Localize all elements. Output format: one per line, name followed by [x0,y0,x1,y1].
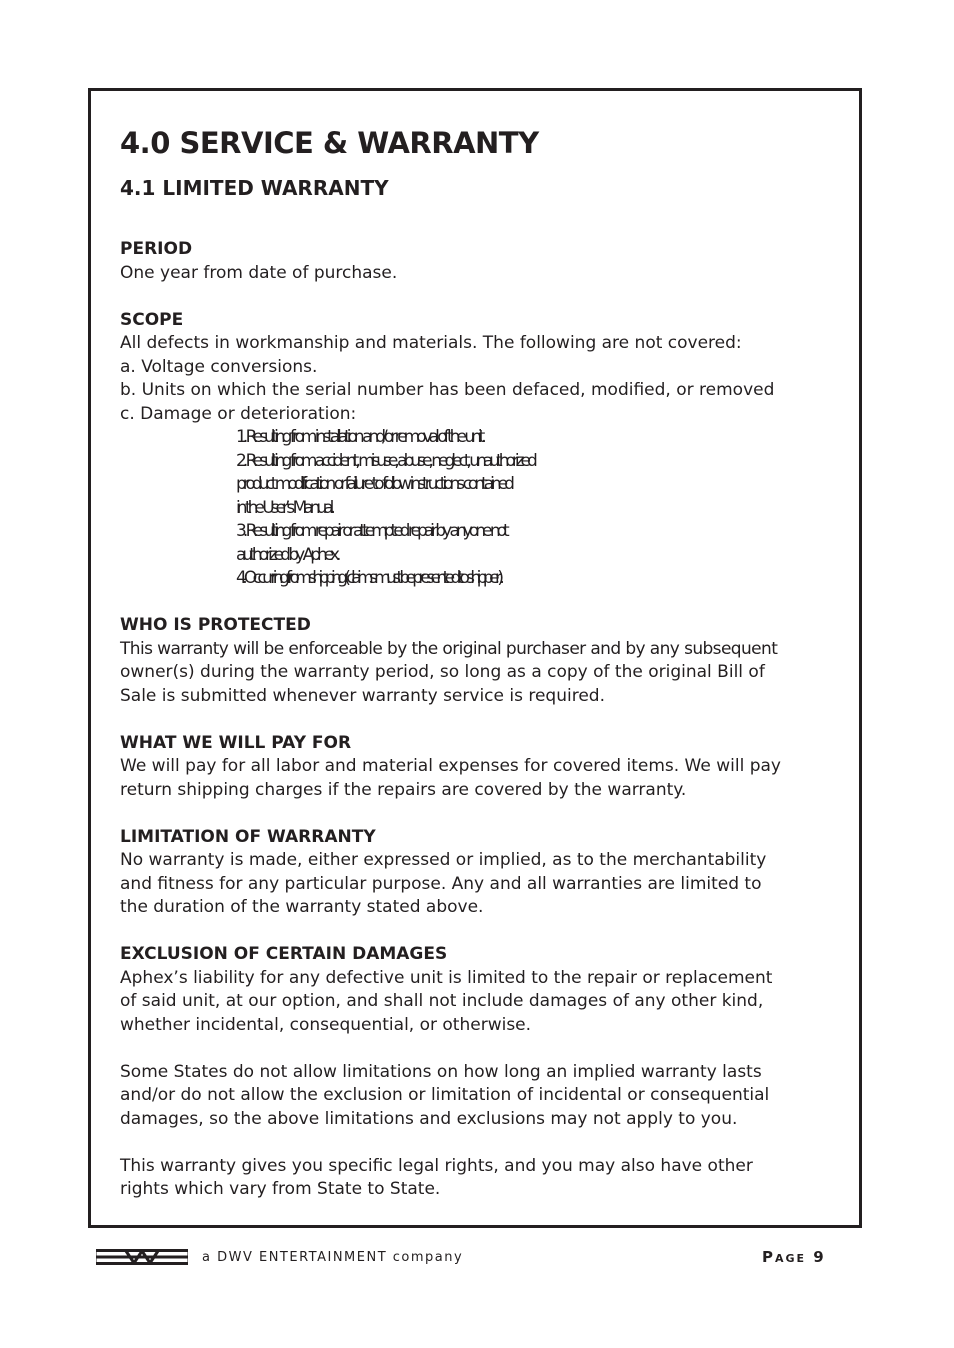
body-line: owner(s) during the warranty period, so long as a copy of the original Bill of [120,662,765,682]
body-line: rights which vary from State to State. [120,1179,441,1199]
body-line: a. Voltage conversions. [120,356,318,377]
body-line: All defects in workmanship and materials. The following are not covered: [120,333,742,353]
section-heading: WHO IS PROTECTED [120,615,311,635]
section-heading: WHAT WE WILL PAY FOR [120,732,352,753]
body-line: This warranty gives you specific legal rights, and you may also have other [120,1155,753,1176]
section-period [120,238,830,285]
body-line: This warranty will be enforceable by the original purchaser and by any subsequent [120,638,778,659]
section-heading: PERIOD [120,239,193,259]
body-line: c. Damage or deterioration: [120,403,357,424]
section-heading: LIMITATION OF WARRANTY [120,826,376,847]
sub-line: authorized by Aphex. [236,544,338,565]
body-line: damages, so the above limitations and exclusions may not apply to you. [120,1108,738,1129]
section-states [120,1061,830,1132]
section-exclusion [120,943,830,1037]
body-line: We will pay for all labor and material expenses for covered items. We will pay [120,756,781,776]
body-line: return shipping charges if the repairs are covered by the warranty. [120,779,687,800]
warranty-content [120,124,830,1202]
body-line: of said unit, at our option, and shall not include damages of any other kind, [120,991,764,1011]
sub-line: product modification or failure to follow instructions contained [236,474,511,494]
body-line: Sale is submitted whenever warranty service is required. [120,685,605,706]
section-pay [120,732,830,803]
company-tagline: a DWV ENTERTAINMENT company [202,1250,464,1265]
body-line: b. Units on which the serial number has been defaced, modified, or removed [120,380,775,400]
sub-line: 3. Resulting from repair or attempted repair by anyone not [236,521,506,541]
sub-line: 1. Resulting from installation and/or removal of the unit. [236,427,483,447]
body-line: and/or do not allow the exclusion or limitation of incidental or consequential [120,1085,770,1105]
section-scope [120,309,830,591]
sub-line: 4. Occurring from shipping (claims must be presented to shipper). [236,568,501,588]
sub-line: in the User’s Manual. [236,497,332,518]
section-heading: SCOPE [120,309,184,330]
section-heading: EXCLUSION OF CERTAIN DAMAGES [120,944,448,964]
section-limitation [120,826,830,920]
dwv-logo-icon [96,1249,188,1265]
body-line: One year from date of purchase. [120,262,398,283]
body-line: No warranty is made, either expressed or implied, as to the merchantability [120,850,767,870]
body-line: the duration of the warranty stated above. [120,897,484,917]
page-title: 4.0 SERVICE & WARRANTY [120,126,539,160]
body-line: whether incidental, consequential, or otherwise. [120,1014,532,1035]
page-number: Page 9 [762,1248,826,1266]
body-line: and fitness for any particular purpose. Any and all warranties are limited to [120,873,762,894]
page-subtitle: 4.1 LIMITED WARRANTY [120,176,389,200]
body-line: Aphex’s liability for any defective unit is limited to the repair or replacement [120,967,773,988]
body-line: Some States do not allow limitations on how long an implied warranty lasts [120,1061,762,1082]
section-protected [120,614,830,708]
section-rights [120,1155,830,1202]
sub-line: 2. Resulting from accident, misuse, abuse, neglect, unauthorized [236,450,534,471]
